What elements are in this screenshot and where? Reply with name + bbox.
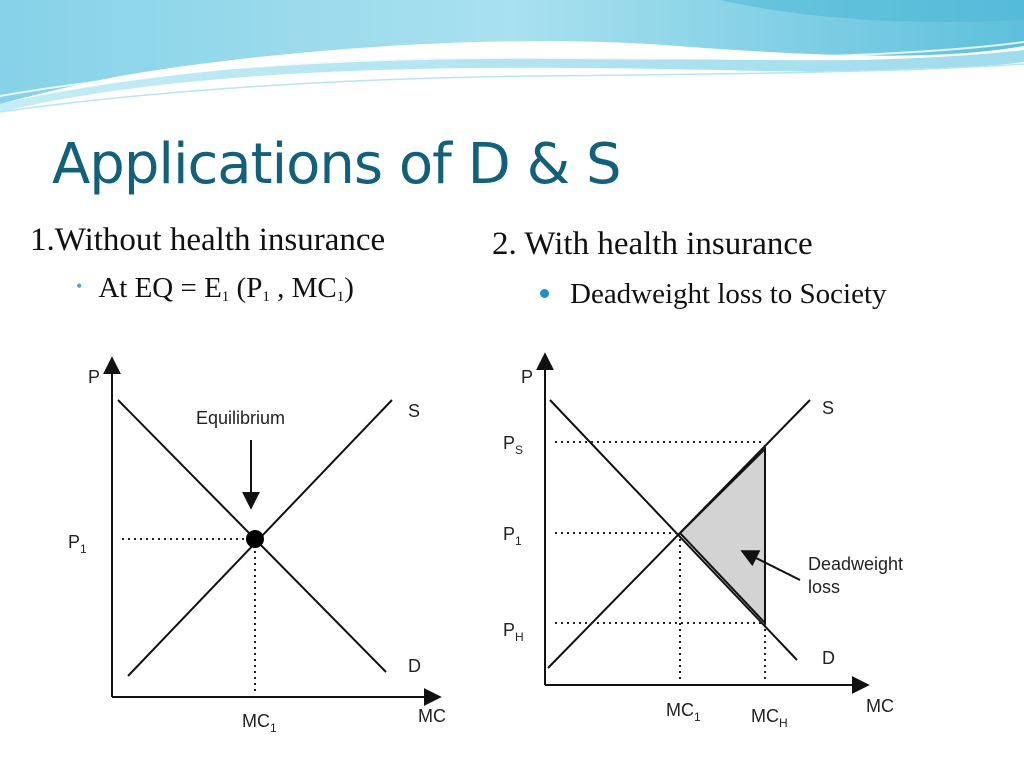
bullet-text: Deadweight loss to Society — [570, 278, 887, 310]
deadweight-label-line1: Deadweight — [808, 554, 904, 574]
bullet-prefix: At EQ = E — [98, 272, 222, 304]
bullet-suffix: ) — [344, 272, 354, 304]
bullet-mid-2: , MC — [269, 272, 337, 304]
x-axis-label: MC — [866, 696, 894, 716]
ps-label-sub: S — [515, 443, 524, 457]
supply-label: S — [822, 398, 835, 418]
supply-label: S — [408, 401, 421, 421]
ph-label — [503, 620, 524, 644]
mch-label-sub: H — [779, 716, 788, 730]
quantity-label-main: MC — [242, 711, 270, 731]
ph-label-sub: H — [515, 630, 524, 644]
demand-label: D — [408, 656, 421, 676]
mc1-label-sub: 1 — [694, 710, 701, 724]
p1-label — [503, 524, 522, 548]
deadweight-label-line2: loss — [808, 577, 841, 597]
mch-label — [751, 706, 788, 730]
mc1-label — [666, 700, 701, 724]
left-heading: 1.Without health insurance — [30, 222, 386, 258]
p1-label-sub: 1 — [515, 534, 522, 548]
x-axis-label: MC — [418, 706, 446, 726]
y-axis-label: P — [88, 367, 101, 387]
equilibrium-label: Equilibrium — [196, 408, 286, 428]
y-axis-label: P — [521, 367, 534, 387]
ph-label-main: P — [503, 620, 516, 640]
right-heading: 2. With health insurance — [492, 226, 813, 262]
price-label-main: P — [68, 532, 81, 552]
bullet-mid-1: (P — [229, 272, 263, 304]
deadweight-loss-area — [680, 449, 765, 623]
ps-label-main: P — [503, 433, 516, 453]
bullet-sub-1: 1 — [221, 289, 230, 305]
bullet-dot-icon: • — [76, 275, 83, 296]
mc1-label-main: MC — [666, 700, 694, 720]
p1-label-main: P — [503, 524, 516, 544]
quantity-label-sub: 1 — [270, 721, 277, 735]
demand-label: D — [822, 648, 835, 668]
mch-label-main: MC — [751, 706, 779, 726]
bullet-sub-3: 1 — [336, 289, 345, 305]
bullet-sub-2: 1 — [262, 289, 270, 305]
ps-label — [503, 433, 523, 457]
slide-title: Applications of D & S — [52, 132, 621, 197]
price-label-sub: 1 — [80, 542, 87, 556]
